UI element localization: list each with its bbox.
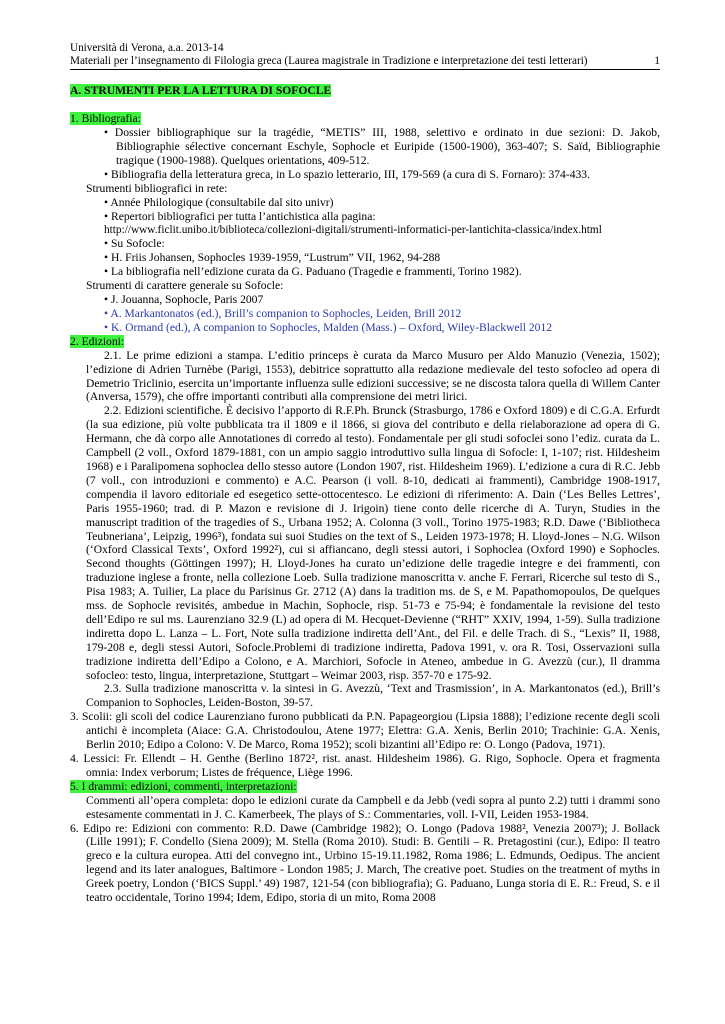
section-1-heading: 1. Bibliografia: (70, 112, 141, 126)
online-tools-label: Strumenti bibliografici in rete: (86, 181, 228, 195)
section-2-heading: 2. Edizioni: (70, 334, 125, 348)
section-5-text: Commenti all’opera completa: dopo le edizioni curate da Campbell e da Jebb (vedi sopra al punto 2.2) tutti i drammi sono estesamente commentati in J. C. Kamerbeek, The plays of S.: Commentaries, voll. I-VII, Leiden 1953-1984. (86, 793, 660, 821)
page-number: 1 (654, 55, 660, 67)
list-item: • J. Jouanna, Sophocle, Paris 2007 (104, 293, 264, 307)
page-header (70, 42, 660, 70)
section-title: A. STRUMENTI PER LA LETTURA DI SOFOCLE (70, 84, 332, 98)
document-page (70, 42, 660, 905)
paragraph-2-1: 2.1. Le prime edizioni a stampa. L’editio princeps è curata da Marco Musuro per Aldo Manuzio (Venezia, 1502); l’edizione di Adrien Turnèbe (Parigi, 1553), debitrice soprattutto alla redazione medievale del testo sofocleo ad opera di Demetrio Triclinio, esercita un’importante influenza sulle edizioni successive; se ne discosta talora quella di Willem Canter (Anversa, 1579), che offre importanti contributi alla comprensione dei metri lirici. (86, 348, 660, 404)
editions-block (70, 349, 660, 711)
header-university: Università di Verona, a.a. 2013-14 (70, 42, 224, 54)
list-item: • K. Ormand (ed.), A companion to Sophocles, Malden (Mass.) – Oxford, Wiley-Blackwell 2012 (104, 320, 553, 334)
list-item: • A. Markantonatos (ed.), Brill’s companion to Sophocles, Leiden, Brill 2012 (104, 307, 462, 320)
section-5-heading: 5. I drammi: edizioni, commenti, interpretazioni: (70, 779, 297, 793)
list-item: • Repertori bibliografici per tutta l’antichistica alla pagina: (104, 209, 376, 223)
paragraph-2-3: 2.3. Sulla tradizione manoscritta v. la sintesi in G. Avezzù, ‘Text and Trasmission’, in A. Markantonatos (ed.), Brill’s Companion to Sophocles, Leiden-Boston, 39-57. (86, 682, 660, 710)
section-4-lessici: 4. Lessici: Fr. Ellendt – H. Genthe (Berlino 1872², rist. anast. Hildesheim 1986). G. Rigo, Sophocle. Opera et fragmenta omnia: Index verborum; Listes de fréquence, Liège 1996. (70, 752, 660, 779)
list-item: • Année Philologique (consultabile dal sito univr) (104, 195, 334, 209)
general-tools-label: Strumenti di carattere generale su Sofocle: (86, 279, 284, 293)
list-item: • Su Sofocle: (104, 237, 165, 251)
section-3-scolii: 3. Scolii: gli scoli del codice Laurenziano furono pubblicati da P.N. Papageorgiou (Lipsia 1888); l’edizione recente degli scoli antichi è incompleta (Aiace: G.A. Christodoulou, Atene 1977; Elettra: G.A. Xenis, Berlin 2010; Trachinie: G.A. Xenis, Berlin 2010; Edipo a Colono: V. De Marco, Roma 1952); scoli bizantini all’Edipo re: O. Longo (Padova, 1971). (70, 710, 660, 752)
list-item: • H. Friis Johansen, Sophocles 1939-1959, “Lustrum” VII, 1962, 94-288 (104, 251, 441, 265)
list-item: • Bibliografia della letteratura greca, in Lo spazio letterario, III, 179-569 (a cura di S. Fornaro): 374-433. (104, 167, 590, 181)
repertori-link[interactable]: http://www.ficlit.unibo.it/biblioteca/collezioni-digitali/strumenti-informatici-per-lantichita-classica/index.html (104, 223, 602, 236)
header-course: Materiali per l’insegnamento di Filologia greca (Laurea magistrale in Tradizione e interpretazione dei testi letterari) (70, 55, 588, 68)
section-6-edipo-re: 6. Edipo re: Edizioni con commento: R.D. Dawe (Cambridge 1982); O. Longo (Padova 1988², Venezia 2007³); J. Bollack (Lille 1991); F. Condello (Siena 2009); M. Stella (Roma 2010). Studi: B. Gentili – R. Pretagostini (cur.), Edipo: Il teatro greco e la cultura europea. Atti del convegno int., Urbino 15-19.11.1982, Roma 1986; L. Edmunds, Oedipus. The ancient legend and its later analogues, Baltimore - London 1985; J. March, The creative poet. Studies on the treatment of myths in Greek poetry, London (‘BICS Suppl.’ 49) 1987, 121-54 (con bibliografia); G. Paduano, Lunga storia di E. R.: Freud, S. e il teatro occidentale, Torino 1994; Idem, Edipo, storia di un mito, Roma 2008 (70, 821, 660, 905)
paragraph-2-2: 2.2. Edizioni scientifiche. È decisivo l’apporto di R.F.Ph. Brunck (Strasburgo, 1786 e Oxford 1809) e di C.G.A. Erfurdt (la sua edizione, più volte pubblicata tra il 1809 e il 1866, si giova del contributo e della rielaborazione ad opera di G. Hermann, che dà corpo alle Annotationes di corredo al testo). Fondamentale per gli studi sofoclei sono l’ediz. curata da L. Campbell (2 voll., Oxford 1879-1881, con un ampio saggio introduttivo sulla lingua di Sofocle: I, 1-107; rist. Hildesheim 1968) e i Paralipomena sophoclea dello stesso autore (London 1907, rist. Hildesheim 1969). L’edizione a cura di R.C. Jebb (7 voll., con introduzioni e commento) e A.C. Pearson (i voll. 8-10, dedicati ai frammenti), Cambridge 1908-1917, compendia il lavoro editoriale ed esegetico sette-ottocentesco. Le edizioni di riferimento: A. Dain (‘Les Belles Lettres’, Paris 1955-1960; trad. di P. Mazon e revisione di J. Irigoin) tiene conto delle ricerche di A. Turyn, Studies in the manuscript tradition of the tragedies of S., Urbana 1952; A. Colonna (3 voll., Torino 1975-1983; R.D. Dawe (‘Bibliotheca Teubneriana’, Leipzig, 1996³), fondata sui suoi Studies on the text of S., Leiden 1973-1978; H. Lloyd-Jones – N.G. Wilson (‘Oxford Classical Texts’, Oxford 1992²), cui si affiancano, degli stessi autori, i Sophoclea (Oxford 1990) e Sophocles. Second thoughts (Göttingen 1997); H. Lloyd-Jones ha curato un’edizione delle tragedie integre e dei frammenti, con traduzione inglese a fronte, nella collezione Loeb. Sulla tradizione manoscritta v. anche F. Ferrari, Ricerche sul testo di S., Pisa 1983; A. Tuilier, La place du Parisinus Gr. 2712 (A) dans la tradition ms. de S, e M. Papathomopoulos, De quelques mss. de Sophocle revisités, ambedue in Machin, Sophocle, risp. 51-73 e 75-94; è fondamentale la revisione del testo dell’Edipo re sul ms. Laurenziano 32.9 (L) ad opera di M. Hecquet-Devienne (“RHT” XXIV, 1994, 1-59). Sulla tradizione indiretta dopo L. Lanza – L. Fort, Note sulla tradizione indiretta dell’Ant., del Fil. e delle Trach. di S., “Lexis” II, 1988, 179-208 e, degli stessi Autori, Sofocle.Problemi di tradizione indiretta, Padova 1991, v. ora R. Tosi, Osservazioni sulla tradizione indiretta dell’Edipo a Colono, e A. Marchiori, Sofocle in Ateneo, ambedue in G. Avezzù (cur.), Il dramma sofocleo: testo, lingua, interpretazione, Stuttgart – Weimar 2003, risp. 357-70 e 175-92. (86, 404, 660, 682)
header-rule (70, 69, 660, 70)
list-item: • La bibliografia nell’edizione curata da G. Paduano (Tragedie e frammenti, Torino 1982). (104, 265, 522, 279)
bibliography-block (70, 126, 660, 335)
list-item: • Dossier bibliographique sur la tragédie, “METIS” III, 1988, selettivo e ordinato in due sezioni: D. Jakob, Bibliographie sélective concernant Eschyle, Sophocle et Euripide (1500-1900), 363-407; S. Saïd, Bibliographie tragique (1900-1988). Quelques orientations, 409-512. (104, 126, 660, 168)
